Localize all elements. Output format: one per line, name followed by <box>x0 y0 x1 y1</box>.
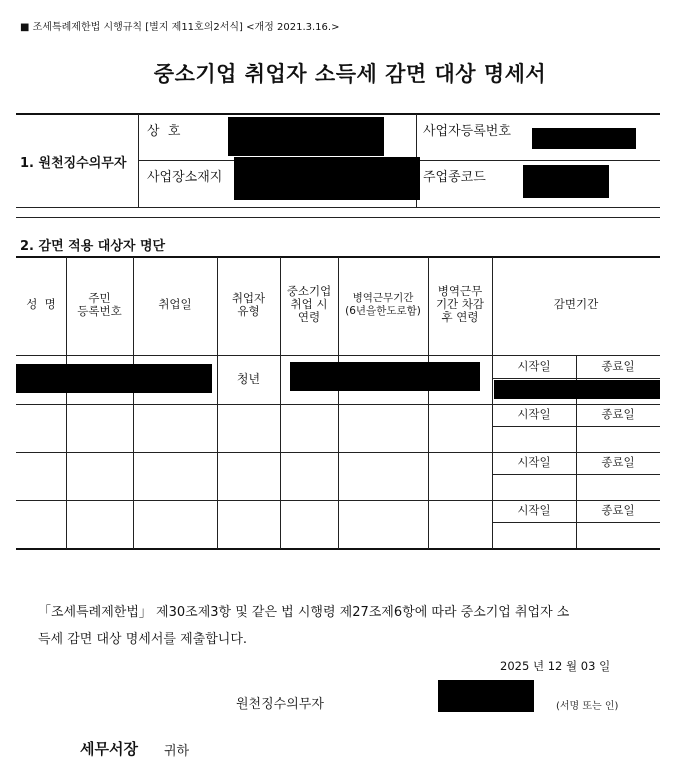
section1-heading: 1. 원천징수의무자 <box>20 156 127 171</box>
row-2-end-label: 종료일 <box>601 407 635 421</box>
row-1-name-resident-redacted <box>16 364 212 393</box>
trade-name-redacted <box>228 117 384 156</box>
page-title: 중소기업 취업자 소득세 감면 대상 명세서 <box>153 62 547 86</box>
col-header-age-after: 병역근무 기간 차감 후 연령 <box>435 284 485 324</box>
recipient: 세무서장 <box>80 740 138 758</box>
industry-code-redacted <box>523 165 609 198</box>
section1-top-border <box>16 113 660 115</box>
submission-date <box>500 658 610 674</box>
row-4-start-label: 시작일 <box>517 503 551 517</box>
trade-name-label: 상 호 <box>147 124 181 139</box>
col-header-military: 병역근무기간 (6년을한도로함) <box>345 292 421 317</box>
row-1-start-label: 시작일 <box>517 359 551 373</box>
honorific: 귀하 <box>164 744 190 759</box>
row-4-end-label: 종료일 <box>601 503 635 517</box>
date-day-unit: 일 <box>599 659 611 673</box>
form-mark: ■ <box>20 22 30 33</box>
sign-note: (서명 또는 인) <box>556 701 619 712</box>
row-3-end-label: 종료일 <box>601 455 635 469</box>
date-year-unit: 년 <box>532 659 545 673</box>
business-reg-redacted <box>532 128 636 149</box>
signer-label: 원천징수의무자 <box>236 697 324 712</box>
industry-code-label: 주업종코드 <box>423 170 486 185</box>
section1-divider-1 <box>138 114 139 207</box>
section2-heading: 2. 감면 적용 대상자 명단 <box>20 239 166 254</box>
row-2-start-label: 시작일 <box>517 407 551 421</box>
col-header-name: 성 명 <box>26 297 56 311</box>
date-day: 03 <box>580 659 596 673</box>
col-header-hire-date: 취업일 <box>158 297 192 311</box>
business-reg-label: 사업자등록번호 <box>423 124 511 139</box>
row-1-age-military-redacted <box>290 362 480 391</box>
section-separator <box>16 217 660 218</box>
col-header-type: 취업자 유형 <box>231 291 266 318</box>
declaration-line-2: 득세 감면 대상 명세서를 제출합니다. <box>38 632 248 647</box>
row-1-type: 청년 <box>236 372 261 386</box>
signer-name-redacted <box>438 680 534 712</box>
section1-bottom-border <box>16 207 660 208</box>
form-reference-text: 조세특례제한법 시행규칙 [별지 제11호의2서식] <개정 2021.3.16.> <box>32 22 340 33</box>
declaration-line-1: 「조세특례제한법」 제30조제3항 및 같은 법 시행령 제27조제6항에 따라 중소기업 취업자 소 <box>38 605 570 620</box>
date-year: 2025 <box>500 659 530 673</box>
form-reference <box>20 18 339 33</box>
col-header-age-at-hire: 중소기업 취업 시 연령 <box>286 284 332 324</box>
row-1-end-label: 종료일 <box>601 359 635 373</box>
address-redacted <box>234 157 420 200</box>
row-3-start-label: 시작일 <box>517 455 551 469</box>
date-month: 12 <box>547 659 563 673</box>
col-header-period: 감면기간 <box>553 297 599 311</box>
row-1-period-redacted <box>494 380 660 399</box>
date-month-unit: 월 <box>566 659 578 673</box>
col-header-resident-no: 주민 등록번호 <box>77 291 122 318</box>
address-label: 사업장소재지 <box>147 170 223 185</box>
